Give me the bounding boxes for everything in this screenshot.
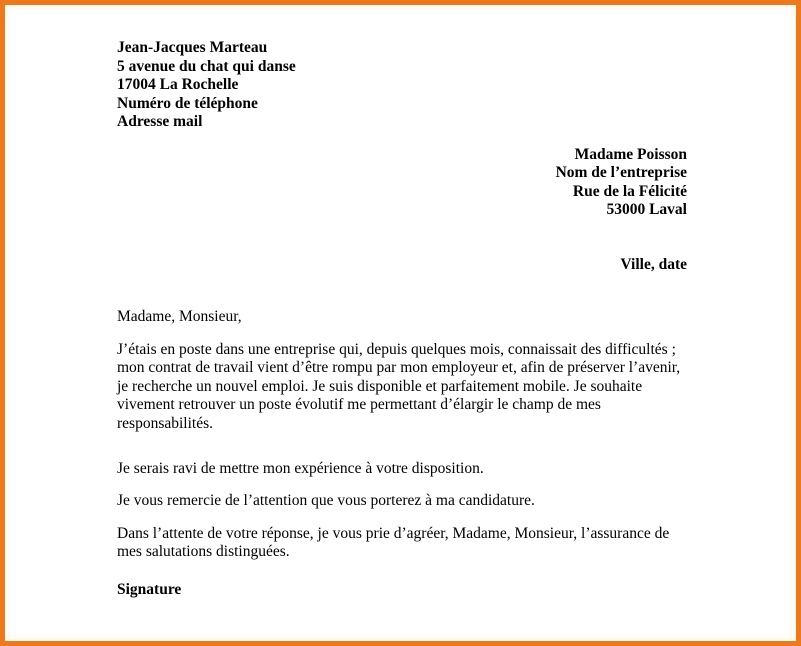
recipient-street: Rue de la Félicité bbox=[572, 182, 687, 200]
sender-city: 17004 La Rochelle bbox=[117, 76, 239, 93]
paragraph-intro: J’étais en poste dans une entreprise qui, depuis quelques mois, connaissait des difficultés ; mon contrat de travail vient d’être rompu par mon employeur et, afin de préserver l’avenir, je recherche un nouvel emploi. Je suis disponible et parfaitement mobile. Je souhaite vivement retrouver un poste évolutif me permettant d’élargir le champ de mes responsabilités. bbox=[117, 340, 681, 432]
signature-label: Signature bbox=[117, 580, 182, 598]
recipient-city: 53000 Laval bbox=[606, 201, 687, 218]
letter-body bbox=[117, 308, 695, 599]
recipient-name: Madame Poisson bbox=[574, 145, 687, 163]
paragraph-closing: Dans l’attente de votre réponse, je vous prie d’agréer, Madame, Monsieur, l’assurance de mes salutations distinguées. bbox=[117, 524, 670, 561]
sender-street: 5 avenue du chat qui danse bbox=[117, 57, 296, 75]
sender-name: Jean-Jacques Marteau bbox=[117, 39, 268, 56]
paragraph-thanks: Je vous remercie de l’attention que vous porterez à ma candidature. bbox=[117, 492, 535, 510]
sender-phone: Numéro de téléphone bbox=[117, 94, 258, 112]
sender-email: Adresse mail bbox=[117, 113, 203, 130]
sender-address-block bbox=[117, 39, 687, 132]
recipient-company: Nom de l’entreprise bbox=[555, 164, 687, 181]
paragraph-offer: Je serais ravi de mettre mon expérience à votre disposition. bbox=[117, 459, 484, 477]
place-and-date: Ville, date bbox=[620, 255, 687, 273]
salutation: Madame, Monsieur, bbox=[117, 308, 242, 325]
recipient-address-block bbox=[117, 146, 687, 220]
letter-content bbox=[5, 5, 796, 599]
